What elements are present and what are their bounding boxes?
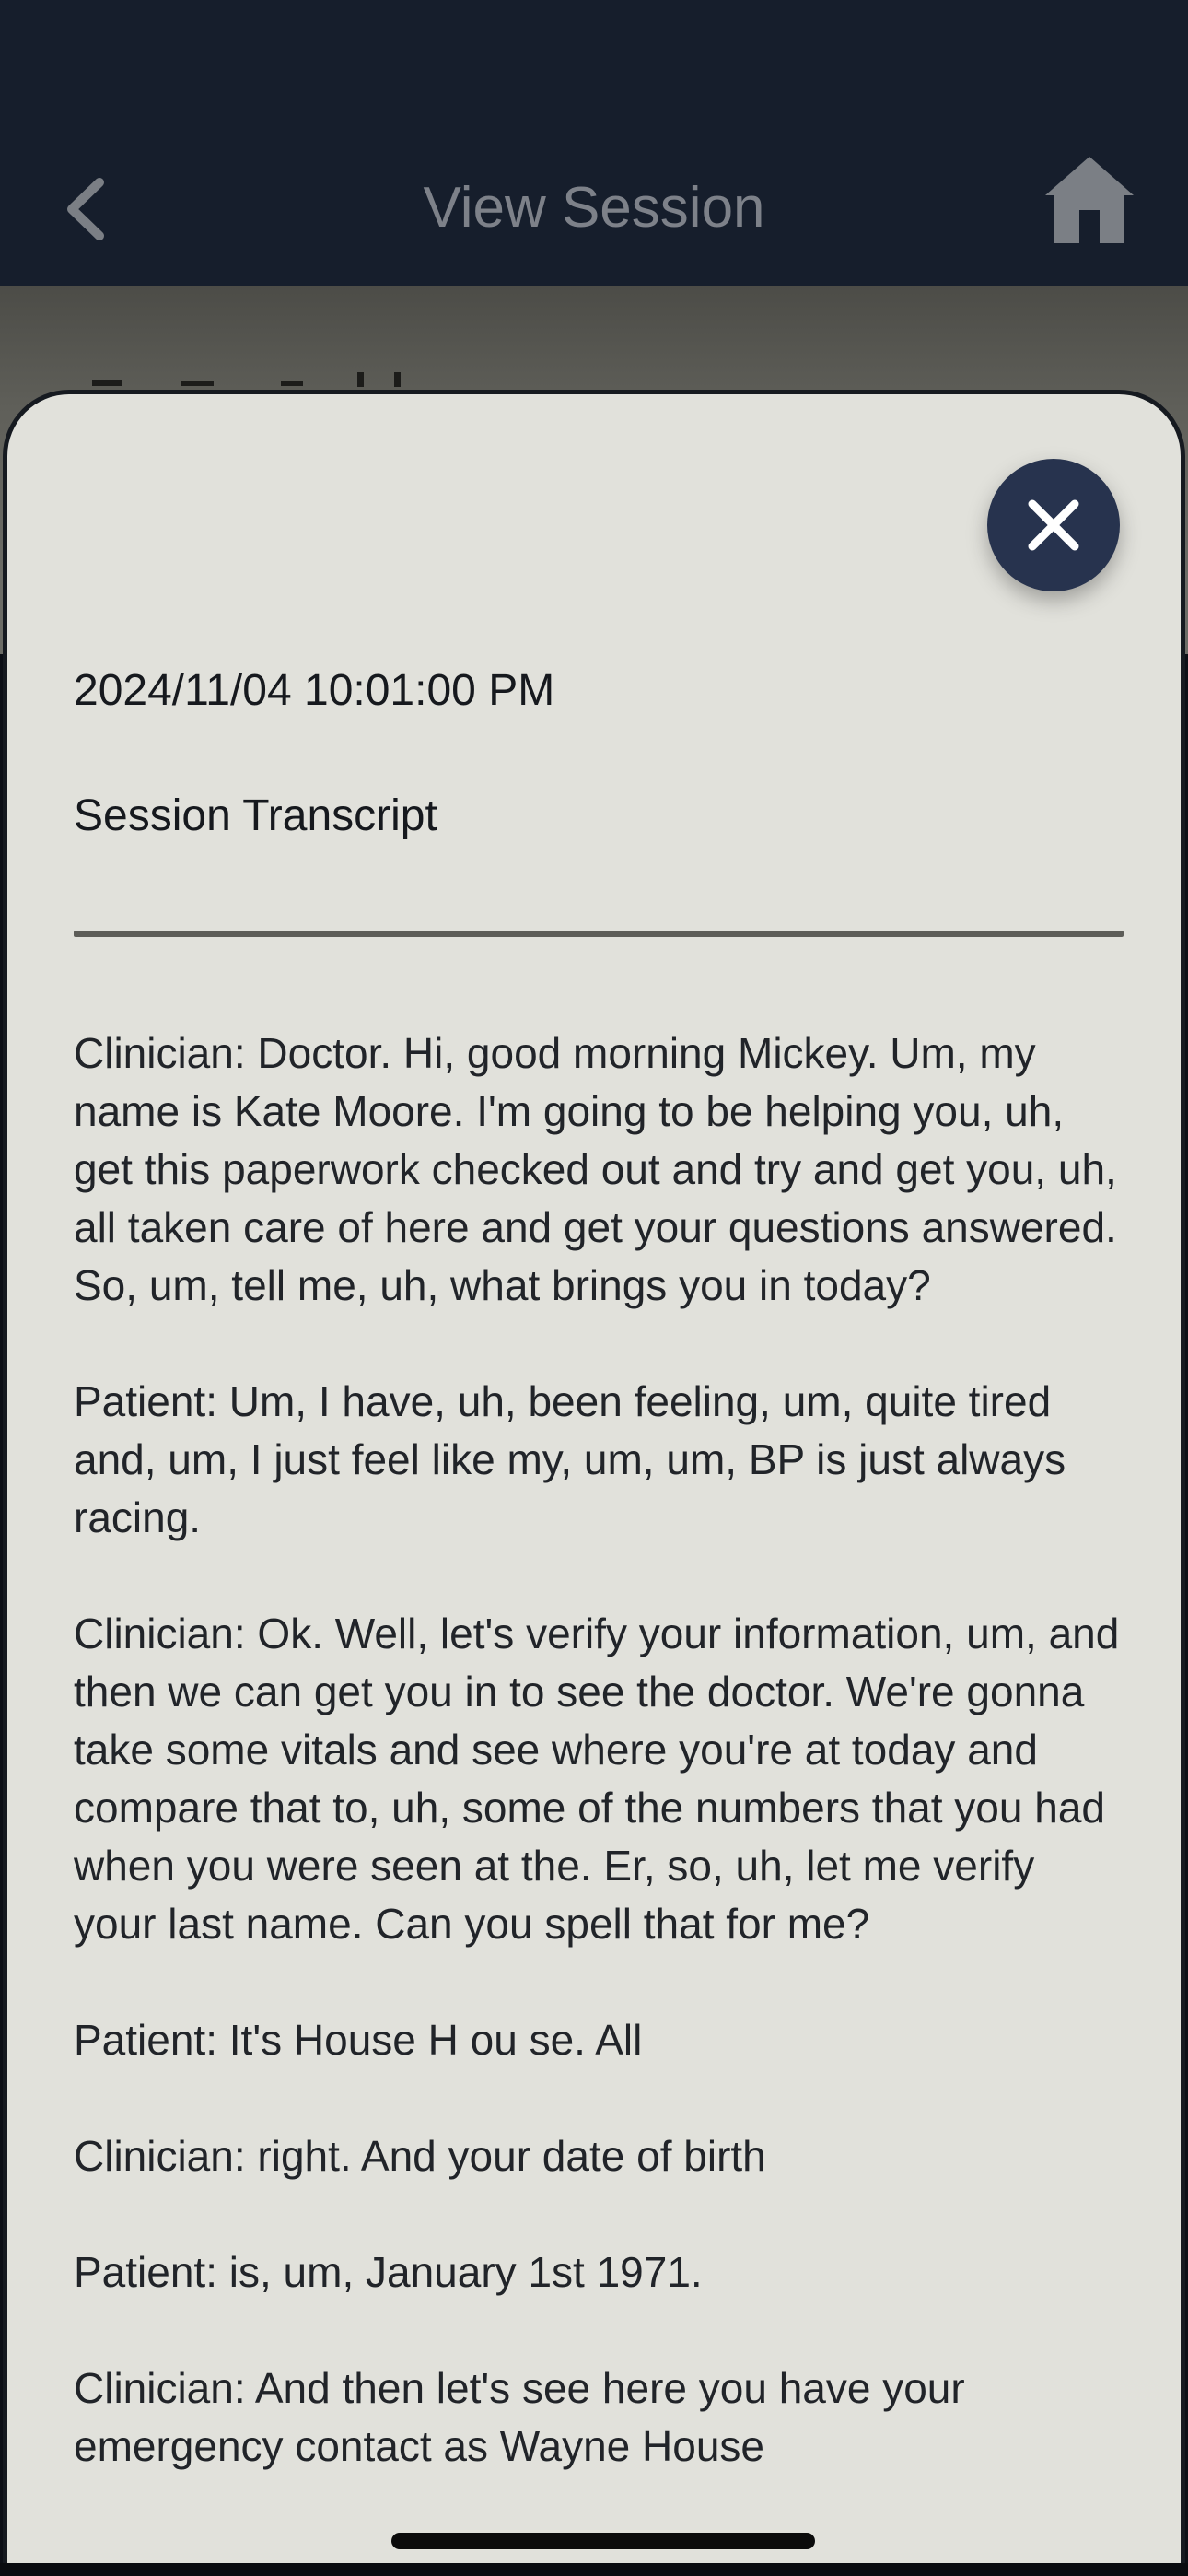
home-icon xyxy=(1039,147,1140,249)
transcript-paragraph: Clinician: Doctor. Hi, good morning Mickey. Um, my name is Kate Moore. I'm going to be helping you, uh, get this paperwork checked out and try and get you, uh, all taken care of here and get your questions answered. So, um, tell me, uh, what brings you in today? xyxy=(74,1029,1117,1309)
transcript-paragraph: Clinician: And then let's see here you have your emergency contact as Wayne House xyxy=(74,2364,965,2470)
transcript-text xyxy=(74,1025,1128,2503)
occluded-content-fragment xyxy=(92,380,122,386)
header-bar xyxy=(0,0,1188,286)
transcript-paragraph: Patient: It's House H ou se. All xyxy=(74,2016,643,2064)
transcript-paragraph: Clinician: right. And your date of birth xyxy=(74,2132,766,2180)
home-indicator-handle[interactable] xyxy=(391,2533,815,2549)
close-x-icon xyxy=(987,459,1120,591)
divider-line xyxy=(74,931,1124,937)
transcript-paragraph: Clinician: Ok. Well, let's verify your information, um, and then we can get you in to see the doctor. We're gonna take some vitals and see where you're at today and compare that to, uh, some of the numbers that you had when you were seen at the. Er, so, uh, let me verify your last name. Can you spell that for me? xyxy=(74,1610,1120,1948)
close-button[interactable] xyxy=(987,459,1120,591)
transcript-paragraph: Patient: is, um, January 1st 1971. xyxy=(74,2248,703,2296)
page-title: View Session xyxy=(423,176,765,240)
screen-bottom-edge xyxy=(0,2563,1188,2576)
occluded-content-fragment xyxy=(281,381,303,386)
occluded-content-fragment xyxy=(181,381,214,386)
transcript-paragraph: Patient: Um, I have, uh, been feeling, um, quite tired and, um, I just feel like my, um, um, BP is just always racing. xyxy=(74,1377,1066,1541)
session-datetime: 2024/11/04 10:01:00 PM xyxy=(74,666,555,715)
home-button[interactable] xyxy=(1039,147,1140,249)
view-session-modal xyxy=(3,390,1185,2565)
occluded-content-fragment xyxy=(357,372,364,387)
occluded-content-fragment xyxy=(394,372,401,387)
section-title: Session Transcript xyxy=(74,791,437,840)
